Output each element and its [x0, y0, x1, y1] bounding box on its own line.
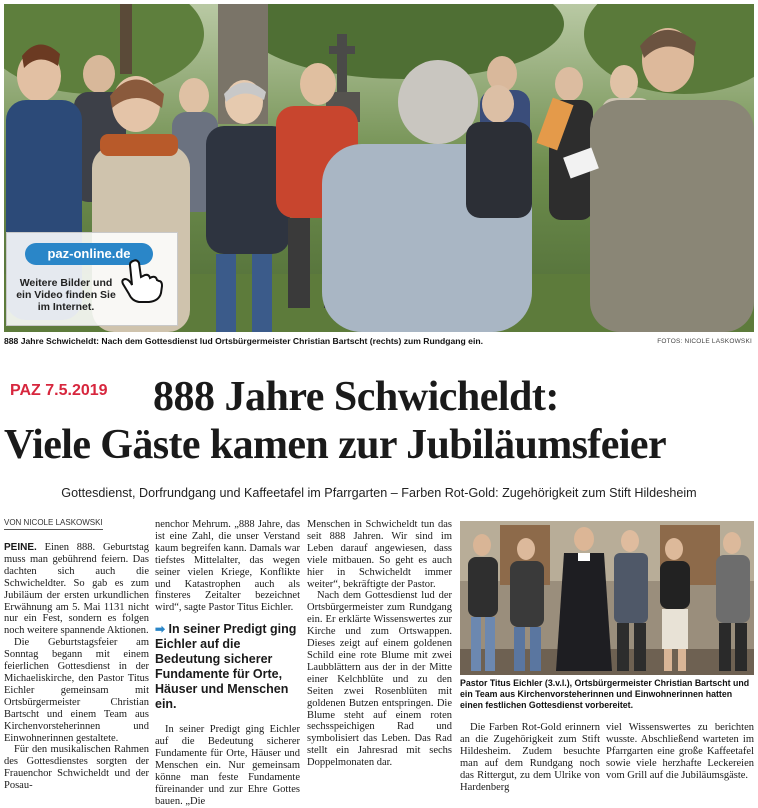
paragraph: Nach dem Gottesdienst lud der Ortsbürgermeister zum Rundgang ein. Er erklärte Wissenswertes zur Kirche und zum Ortswappen. Dieses zeigt auf einem goldenen Schild eine rote Blume mit zwei Laubblättern aus der in der Mitte einer Kelchblüte und zu den Seiten zwei Rosenblüten mit goldenen Butzen entspringen. Die Blume steht auf einem roten sechsspeichigen Rad und symbolisiert das Leben. Das Rad stellt ein Jahresrad mit sechs Doppelmonaten dar. [307, 590, 452, 769]
photo-credit: FOTOS: NICOLE LASKOWSKI [657, 338, 752, 345]
pull-quote [155, 622, 300, 712]
team-photo-caption: Pastor Titus Eichler (3.v.l.), Ortsbürgermeister Christian Bartscht und ein Team aus Kirchenvorsteherinnen und Einwohnerinnen hatten einen festlichen Gottesdienst vorbereitet. [460, 678, 750, 711]
paragraph: Menschen in Schwicheldt tun das seit 888 Jahren. Wir sind im Leben darauf angewiesen, dass viele mitbauen. So geht es auch hier in Schwicheldt immer weiter“, bekräftigte der Pastor. [307, 519, 452, 590]
paragraph: Die Farben Rot-Gold erinnern an die Zugehörigkeit zum Stift Hildesheim. Zudem besuchte man auf dem Rundgang noch das Rittergut, zu dem Ulrike von Hardenberg [460, 722, 600, 793]
paragraph: Für den musikalischen Rahmen des Gottesdienstes sorgten der Frauenchor Schwicheldt und der Posau- [4, 744, 149, 792]
article-column-4 [460, 722, 600, 793]
article-column-2 [155, 519, 300, 808]
promo-site-link[interactable]: paz-online.de [25, 243, 153, 265]
pointer-hand-icon [119, 257, 163, 303]
paragraph: Die Geburtstagsfeier am Sonntag begann mit einem feierlichen Gottesdienst in der Michaeliskirche, den Pastor Titus Eichler gemeinsam mit Ortsbürgermeister Christian Bartscht und einem Team aus Kirchenvorsteherinnen und Einwohnerinnen gestaltete. [4, 637, 149, 744]
paragraph: nenchor Mehrum. „888 Jahre, das ist eine Zahl, die unser Verstand kaum begreifen kann. Damals war tiefstes Mittelalter, das wegen seiner vielen Kriege, Konflikte und Katastrophen auch als finsteres Zeitalter bezeichnet wird“, sagte Pastor Titus Eichler. [155, 519, 300, 614]
source-date-label: PAZ 7.5.2019 [10, 382, 108, 399]
paragraph: In seiner Predigt ging Eichler auf die Bedeutung sicherer Fundamente für Orte, Häuser und Menschen ein. Nur gemeinsam könne man feste Fundamente füreinander und zur Ehre Gottes bauen. „Die [155, 724, 300, 807]
paragraph: viel Wissenswertes zu berichten wusste. Abschließend warteten im Pfarrgarten eine große Kaffeetafel sowie viele herzhafte Leckereien vom Grill auf die Jubiläumsgäste. [606, 722, 754, 781]
online-promo-box[interactable] [6, 232, 178, 326]
top-photo-caption: 888 Jahre Schwicheldt: Nach dem Gottesdienst lud Ortsbürgermeister Christian Bartscht (rechts) zum Rundgang ein. [4, 336, 483, 346]
arrow-right-icon: ➡ [155, 622, 166, 637]
dateline: PEINE. [4, 542, 37, 553]
team-photo [460, 521, 754, 675]
paragraph-text: Einen 888. Geburtstag muss man gebührend feiern. Das dachten sich auch die Schwicheldter. So gab es zum Jubiläum der ersten urkundlichen Erwähnung am 5. Mai 1131 nicht nur ein Fest, sondern es folgen noch weitere spannende Aktionen. [4, 542, 150, 637]
paragraph [4, 542, 149, 637]
pull-quote-text: In seiner Predigt ging Eichler auf die Bedeutung sicherer Fundamente für Orte, Häuser und Menschen ein. [155, 622, 297, 712]
headline-line-2: Viele Gäste kamen zur Jubiläumsfeier [4, 422, 666, 468]
promo-text: Weitere Bilder und ein Video finden Sie im Internet. [16, 277, 116, 313]
team-photo-illustration [460, 521, 754, 675]
headline-line-1: 888 Jahre Schwicheldt: [153, 374, 559, 420]
article-column-3 [307, 519, 452, 769]
article-column-5 [606, 722, 754, 782]
article-column-1 [4, 542, 149, 792]
subheadline: Gottesdienst, Dorfrundgang und Kaffeetafel im Pfarrgarten – Farben Rot-Gold: Zugehörigkeit zum Stift Hildesheim [61, 486, 697, 500]
byline: VON NICOLE LASKOWSKI [4, 518, 103, 530]
